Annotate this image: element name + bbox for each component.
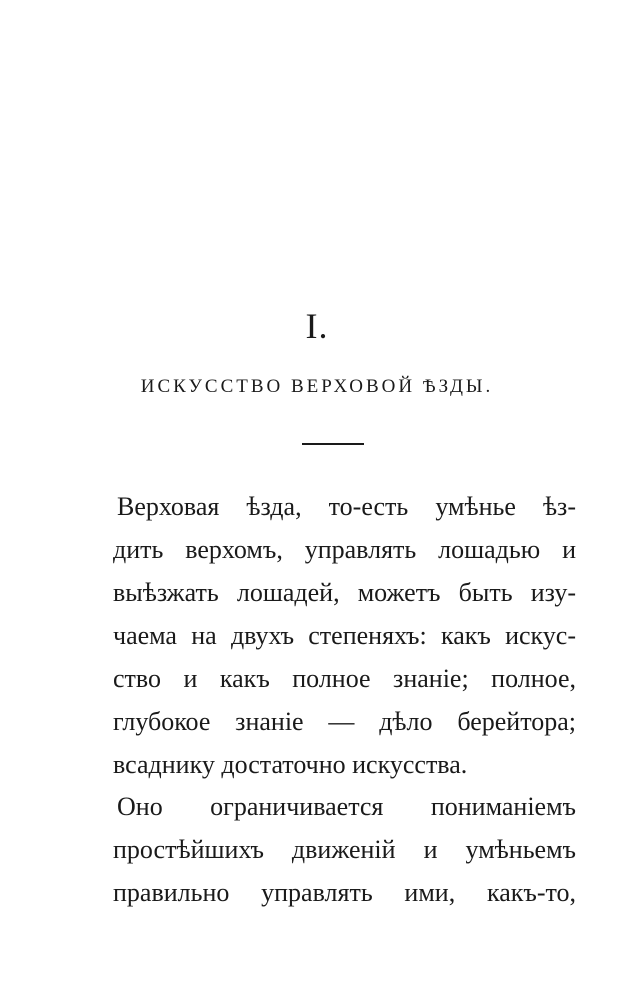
text-line: чаема на двухъ степеняхъ: какъ искус- (113, 621, 576, 650)
text-line: простѣйшихъ движеній и умѣньемъ (113, 835, 576, 864)
text-line: Верховая ѣзда, то-есть умѣнье ѣз- (117, 492, 576, 521)
text-line: выѣзжать лошадей, можетъ быть изу- (113, 578, 576, 607)
text-line: ство и какъ полное знаніе; полное, (113, 664, 576, 693)
text-line: глубокое знаніе — дѣло берейтора; (113, 707, 576, 736)
text-line: всаднику достаточно искусства. (113, 750, 468, 779)
title-divider (302, 443, 364, 445)
chapter-number: I. (305, 306, 329, 346)
text-line: дить верхомъ, управлять лошадью и (113, 535, 576, 564)
chapter-title: ИСКУССТВО ВЕРХОВОЙ ѢЗДЫ. (140, 376, 494, 397)
paragraph-2 (113, 785, 576, 914)
text-line: правильно управлять ими, какъ-то, (113, 878, 576, 907)
text-line: Оно ограничивается пониманіемъ (117, 792, 576, 821)
paragraph-1 (113, 485, 576, 786)
